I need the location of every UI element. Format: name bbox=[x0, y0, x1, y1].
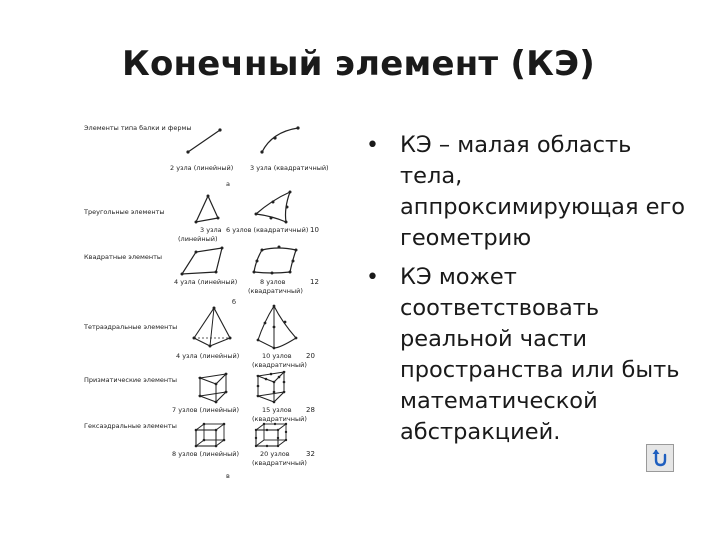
side-number-5: 32 bbox=[306, 450, 315, 458]
caption-prism-quadratic-1: 15 узлов bbox=[262, 406, 292, 414]
caption-tetra-quadratic-2: (квадратичный) bbox=[252, 361, 307, 369]
caption-prism-quadratic-2: (квадратичный) bbox=[252, 415, 307, 423]
section-tetra-heading: Тетраэдральные элементы bbox=[84, 323, 178, 331]
section-beam-heading: Элементы типа балки и фермы bbox=[84, 124, 192, 132]
caption-tetra-quadratic-1: 10 узлов bbox=[262, 352, 292, 360]
linear-triangle-element bbox=[195, 195, 220, 224]
caption-hexa-quadratic-2: (квадратичный) bbox=[252, 459, 307, 467]
side-number-4: 28 bbox=[306, 406, 315, 414]
panel-letter-c: в bbox=[226, 472, 230, 480]
bullet-text: КЭ может соответствовать реальной части пространства или быть математической абстракцией. bbox=[400, 264, 680, 445]
caption-hexa-quadratic-1: 20 узлов bbox=[260, 450, 290, 458]
linear-beam-element bbox=[186, 128, 221, 153]
caption-quad-linear: 4 узла (линейный) bbox=[174, 278, 238, 286]
quadratic-beam-element bbox=[260, 126, 299, 153]
caption-quad-quadratic-2: (квадратичный) bbox=[248, 287, 303, 295]
caption-tetra-linear: 4 узла (линейный) bbox=[176, 352, 240, 360]
side-number-2: 12 bbox=[310, 278, 319, 286]
finite-element-diagram bbox=[76, 112, 330, 484]
linear-prism-element bbox=[199, 373, 228, 404]
side-number-1: 10 bbox=[310, 226, 319, 234]
caption-hexa-linear: 8 узлов (линейный) bbox=[172, 450, 240, 458]
panel-letter-b: б bbox=[232, 298, 237, 306]
panel-letter-a: a bbox=[226, 180, 230, 188]
quadratic-hexa-element bbox=[255, 423, 287, 447]
bullet-item bbox=[366, 262, 686, 448]
return-arrow-icon bbox=[650, 448, 670, 468]
finite-element-types-figure bbox=[76, 112, 330, 484]
quadratic-quad-element bbox=[253, 246, 298, 275]
caption-quad-quadratic-1: 8 узлов bbox=[260, 278, 286, 286]
bullet-list bbox=[366, 130, 686, 456]
caption-triangle-linear-2: (линейный) bbox=[178, 235, 218, 243]
section-quad-heading: Квадратные элементы bbox=[84, 253, 163, 261]
bullet-item bbox=[366, 130, 686, 254]
quadratic-triangle-element bbox=[255, 191, 292, 224]
bullet-dot: • bbox=[366, 265, 379, 290]
side-number-3: 20 bbox=[306, 352, 315, 360]
bullet-text: КЭ – малая область тела, аппроксимирующая его геометрию bbox=[400, 132, 686, 251]
quadratic-prism-element bbox=[257, 371, 286, 404]
section-hexa-heading: Гексаэдральные элементы bbox=[84, 422, 177, 430]
caption-triangle-quadratic: 6 узлов (квадратичный) bbox=[226, 226, 309, 234]
section-prism-heading: Призматические элементы bbox=[84, 376, 178, 384]
linear-tetra-element bbox=[193, 307, 232, 348]
linear-hexa-element bbox=[195, 423, 226, 448]
quadratic-tetra-element bbox=[257, 305, 298, 350]
caption-triangle-linear-1: 3 узла bbox=[200, 226, 222, 234]
slide-title: Конечный элемент (КЭ) bbox=[122, 44, 595, 84]
return-button[interactable] bbox=[646, 444, 674, 472]
linear-quad-element bbox=[181, 247, 224, 276]
bullet-dot: • bbox=[366, 133, 379, 158]
caption-prism-linear: 7 узлов (линейный) bbox=[172, 406, 240, 414]
section-triangle-heading: Треугольные элементы bbox=[84, 208, 165, 216]
caption-beam-linear: 2 узла (линейный) bbox=[170, 164, 234, 172]
caption-beam-quadratic: 3 узла (квадратичный) bbox=[250, 164, 329, 172]
